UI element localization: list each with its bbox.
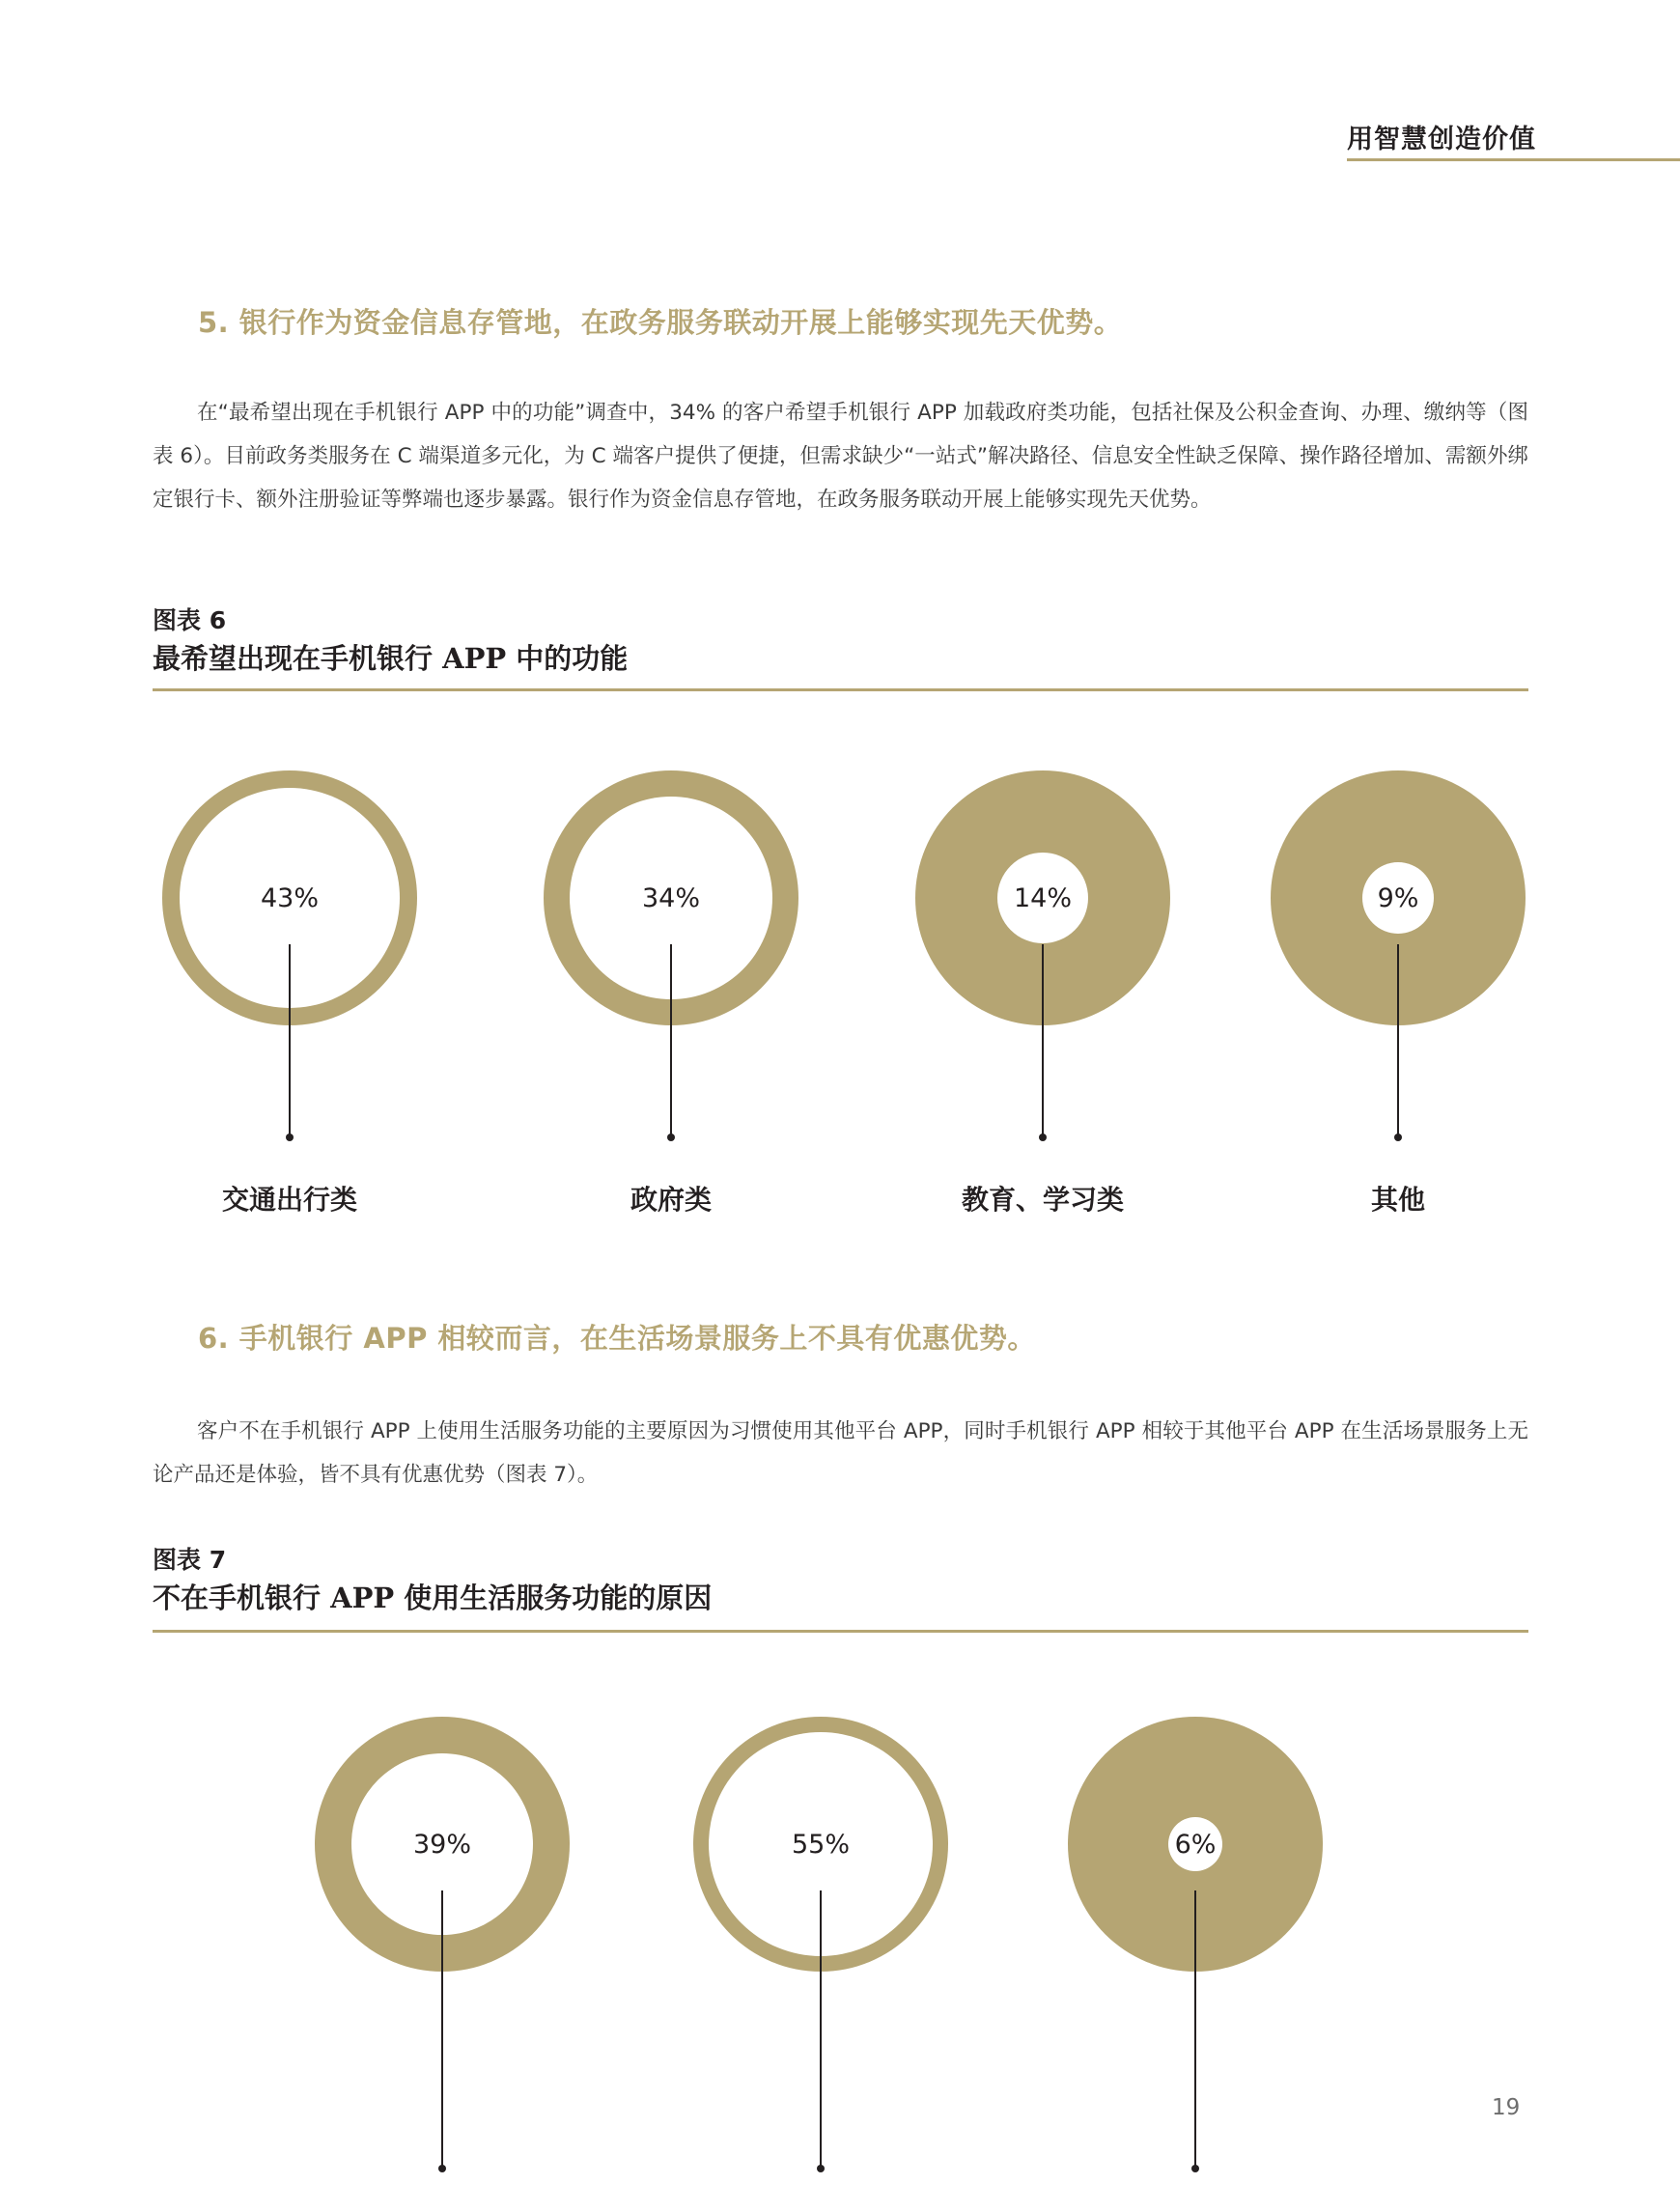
category-label: 其他 [1370, 1184, 1426, 1216]
ring-item [1068, 1717, 1323, 2212]
value-label: 6% [1174, 1830, 1217, 1860]
leader-dot [1394, 1134, 1402, 1141]
category-label: 政府类 [630, 1184, 713, 1216]
leader-dot [1039, 1134, 1047, 1141]
figure-7-chart [0, 1680, 1680, 2105]
value-label: 39% [412, 1830, 472, 1860]
figure-7-rule [153, 1630, 1528, 1633]
leader-dot [438, 2165, 446, 2172]
leader-dot [1191, 2165, 1199, 2172]
section-6-paragraph: 客户不在手机银行 APP 上使用生活服务功能的主要原因为习惯使用其他平台 APP，同时手机银行 APP 相较于其他平台 APP 在生活场景服务上无论产品还是体验，皆不具有优惠优势（图表 7）。 [153, 1419, 1528, 1487]
leader-dot [286, 1134, 294, 1141]
section-5-paragraph: 在“最希望出现在手机银行 APP 中的功能”调查中，34% 的客户希望手机银行 APP 加载政府类功能，包括社保及公积金查询、办理、缴纳等（图表 6）。目前政务类服务在 C 端渠道多元化，为 C 端客户提供了便捷，但需求缺少“一站式”解决路径、信息安全性缺乏保障、操作路径增加、需额外绑定银行卡、额外注册验证等弊端也逐步暴露。银行作为资金信息存管地，在政务服务联动开展上能够实现先天优势。 [153, 401, 1528, 512]
ring-item [1271, 770, 1526, 1216]
section-6-heading: 6. 手机银行 APP 相较而言，在生活场景服务上不具有优惠优势。 [198, 1322, 1036, 1355]
running-header-rule [1347, 158, 1680, 161]
figure-7-title: 不在手机银行 APP 使用生活服务功能的原因 [153, 1582, 713, 1614]
figure-6-rule [153, 688, 1528, 691]
value-label: 9% [1377, 883, 1419, 913]
category-label: 交通出行类 [221, 1184, 358, 1216]
value-label: 14% [1013, 883, 1073, 913]
ring-item [162, 770, 417, 1216]
ring-item [693, 1717, 948, 2212]
ring-item [915, 770, 1170, 1216]
figure-6-chart [0, 753, 1680, 1216]
section-5-heading: 5. 银行作为资金信息存管地，在政务服务联动开展上能够实现先天优势。 [198, 306, 1123, 339]
value-label: 43% [260, 883, 320, 913]
figure-6-label: 图表 6 [153, 606, 227, 634]
value-label: 55% [791, 1830, 851, 1860]
figure-7-label: 图表 7 [153, 1546, 227, 1574]
ring-item [293, 1717, 592, 2212]
leader-dot [817, 2165, 825, 2172]
ring-item [544, 770, 798, 1216]
category-label: 教育、学习类 [961, 1184, 1125, 1216]
leader-dot [667, 1134, 675, 1141]
value-label: 34% [641, 883, 701, 913]
page-number: 19 [1492, 2095, 1521, 2120]
figure-6-title: 最希望出现在手机银行 APP 中的功能 [153, 642, 629, 675]
running-header-title: 用智慧创造价值 [1347, 125, 1536, 154]
